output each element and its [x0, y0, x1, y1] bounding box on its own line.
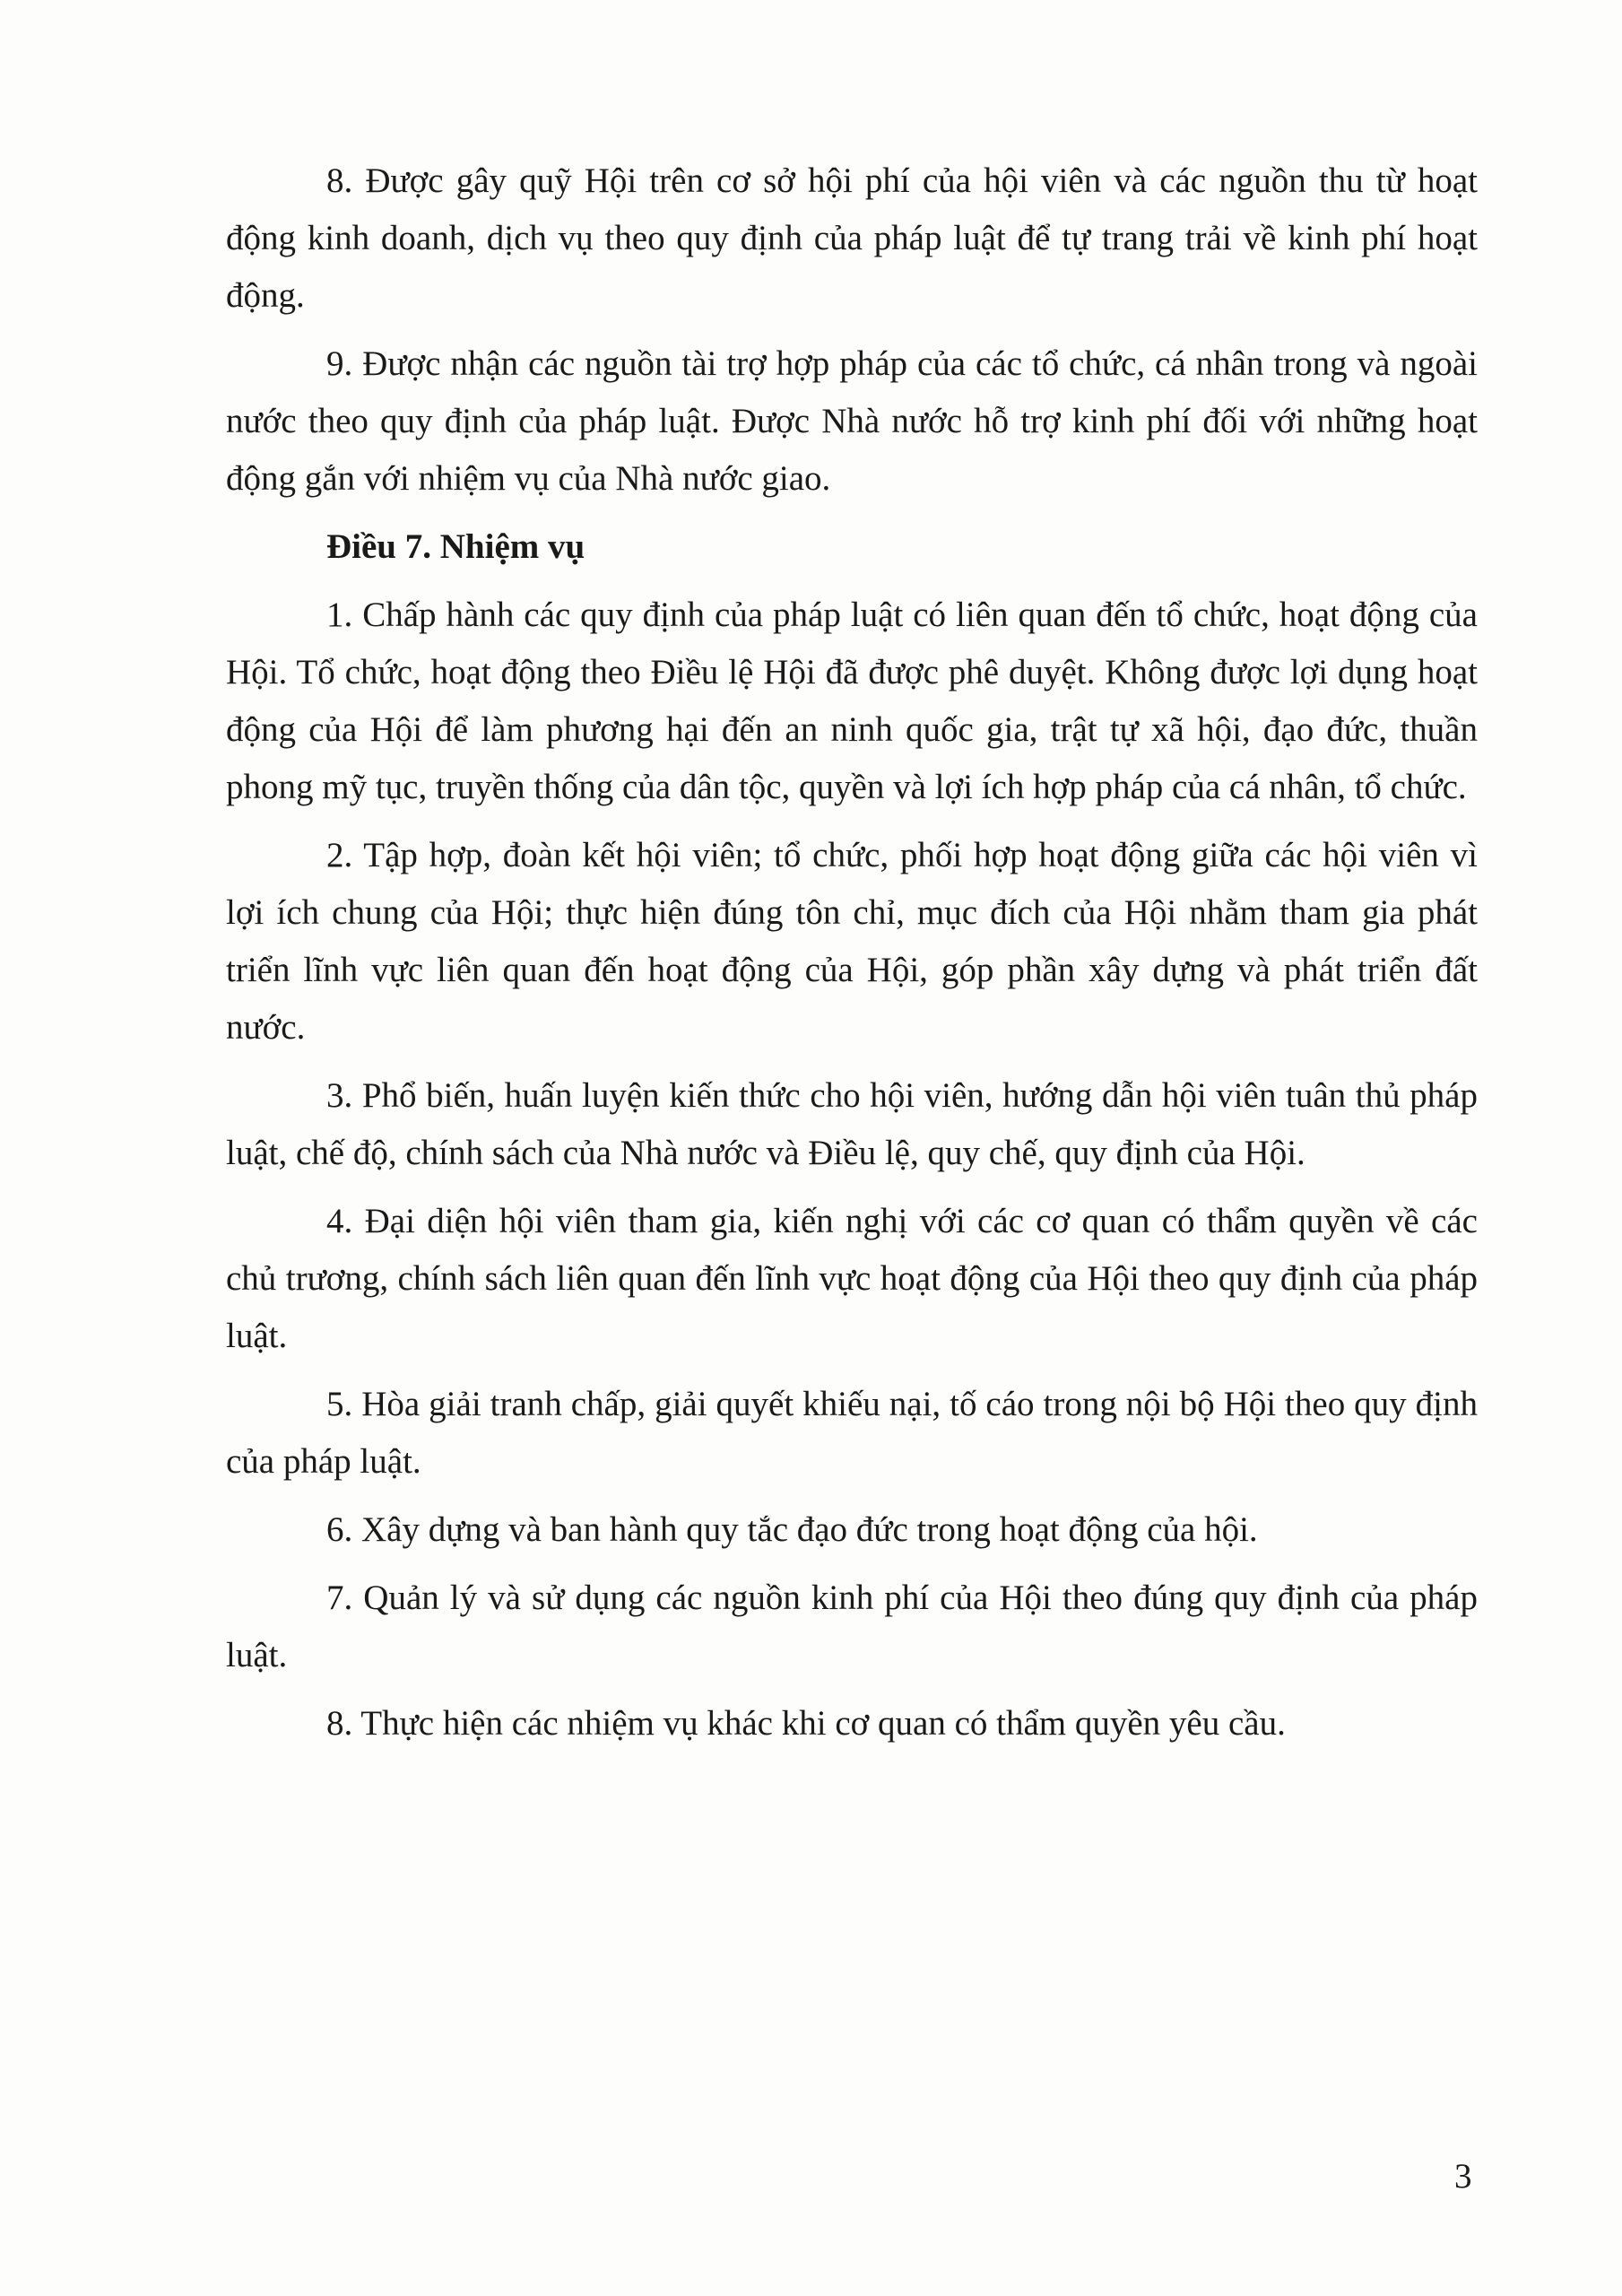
paragraph-article-6-clause-9: 9. Được nhận các nguồn tài trợ hợp pháp của các tổ chức, cá nhân trong và ngoài nước theo quy định của pháp luật. Được Nhà nước hỗ trợ kinh phí đối với những hoạt động gắn với nhiệm vụ của Nhà nước giao.: [226, 344, 1478, 498]
paragraph-article-7-clause-8: 8. Thực hiện các nhiệm vụ khác khi cơ quan có thẩm quyền yêu cầu.: [326, 1704, 1286, 1743]
paragraph-article-7-clause-4: 4. Đại diện hội viên tham gia, kiến nghị với các cơ quan có thẩm quyền về các chủ trương, chính sách liên quan đến lĩnh vực hoạt động của Hội theo quy định của pháp luật.: [226, 1202, 1478, 1355]
paragraph-article-7-clause-3: 3. Phổ biến, huấn luyện kiến thức cho hội viên, hướng dẫn hội viên tuân thủ pháp luật, chế độ, chính sách của Nhà nước và Điều lệ, quy chế, quy định của Hội.: [226, 1076, 1478, 1172]
paragraph-article-7-clause-1: 1. Chấp hành các quy định của pháp luật có liên quan đến tổ chức, hoạt động của Hội. Tổ chức, hoạt động theo Điều lệ Hội đã được phê duyệt. Không được lợi dụng hoạt động của Hội để làm phương hại đến an ninh quốc gia, trật tự xã hội, đạo đức, thuần phong mỹ tục, truyền thống của dân tộc, quyền và lợi ích hợp pháp của cá nhân, tổ chức.: [226, 596, 1478, 806]
document-body: [226, 152, 1478, 1763]
article-7-heading: Điều 7. Nhiệm vụ: [326, 527, 585, 566]
paragraph-article-7-clause-5: 5. Hòa giải tranh chấp, giải quyết khiếu nại, tố cáo trong nội bộ Hội theo quy định của pháp luật.: [226, 1385, 1478, 1481]
page-number: 3: [1454, 2157, 1472, 2196]
paragraph-article-7-clause-7: 7. Quản lý và sử dụng các nguồn kinh phí của Hội theo đúng quy định của pháp luật.: [226, 1578, 1478, 1674]
paragraph-article-6-clause-8: 8. Được gây quỹ Hội trên cơ sở hội phí của hội viên và các nguồn thu từ hoạt động kinh doanh, dịch vụ theo quy định của pháp luật để tự trang trải về kinh phí hoạt động.: [226, 161, 1478, 315]
paragraph-article-7-clause-2: 2. Tập hợp, đoàn kết hội viên; tổ chức, phối hợp hoạt động giữa các hội viên vì lợi ích chung của Hội; thực hiện đúng tôn chỉ, mục đích của Hội nhằm tham gia phát triển lĩnh vực liên quan đến hoạt động của Hội, góp phần xây dựng và phát triển đất nước.: [226, 836, 1478, 1047]
paragraph-article-7-clause-6: 6. Xây dựng và ban hành quy tắc đạo đức trong hoạt động của hội.: [326, 1510, 1258, 1549]
